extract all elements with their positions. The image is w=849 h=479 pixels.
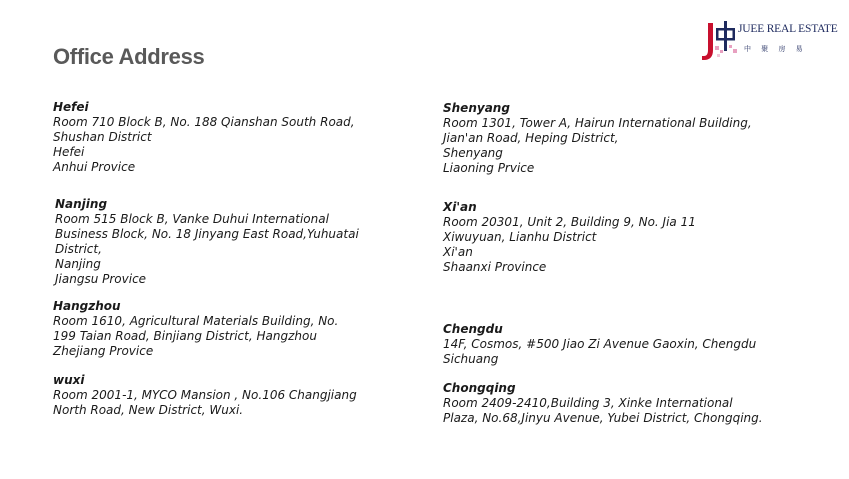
office-city: wuxi: [53, 373, 85, 387]
office-wuxi: [53, 373, 357, 418]
address-line: Jian'an Road, Heping District,: [443, 131, 619, 145]
address-line: Sichuang: [443, 352, 499, 366]
office-city: Shenyang: [443, 101, 510, 115]
page-title: Office Address: [53, 44, 205, 69]
brand-name: JUEE REAL ESTATE: [738, 23, 838, 35]
address-line: North Road, New District, Wuxi.: [53, 403, 244, 417]
office-shenyang: [443, 101, 752, 176]
office-hefei: [53, 100, 355, 175]
office-nanjing: [55, 197, 359, 287]
address-line: Shaanxi Province: [443, 260, 547, 274]
address-line: District,: [55, 242, 102, 256]
address-line: Room 515 Block B, Vanke Duhui International: [55, 212, 329, 226]
office-hangzhou: [53, 299, 338, 359]
office-city: Nanjing: [55, 197, 108, 211]
address-line: Business Block, No. 18 Jinyang East Road,Yuhuatai: [55, 227, 359, 241]
address-line: Nanjing: [55, 257, 101, 271]
address-line: Room 20301, Unit 2, Building 9, No. Jia 11: [443, 215, 696, 229]
address-line: Anhui Provice: [53, 160, 136, 174]
address-line: Room 710 Block B, No. 188 Qianshan South Road,: [53, 115, 355, 129]
office-chengdu: [443, 322, 756, 367]
address-line: 199 Taian Road, Binjiang District, Hangzhou: [53, 329, 317, 343]
office-city: Xi'an: [443, 200, 477, 214]
address-line: Room 1610, Agricultural Materials Building, No.: [53, 314, 339, 328]
address-line: Jiangsu Provice: [55, 272, 147, 286]
brand-name-cn: 中 聚 房 易: [744, 45, 807, 53]
address-line: Shenyang: [443, 146, 503, 160]
office-city: Chengdu: [443, 322, 503, 336]
address-line: Zhejiang Provice: [53, 344, 154, 358]
address-line: Shushan District: [53, 130, 152, 144]
address-line: Room 2409-2410,Building 3, Xinke International: [443, 396, 733, 410]
address-line: Hefei: [53, 145, 85, 159]
address-line: Xi'an: [443, 245, 473, 259]
address-line: Room 1301, Tower A, Hairun International Building,: [443, 116, 752, 130]
office-city: Hangzhou: [53, 299, 121, 313]
address-line: Room 2001-1, MYCO Mansion , No.106 Changjiang: [53, 388, 357, 402]
address-line: Xiwuyuan, Lianhu District: [443, 230, 597, 244]
office-xian: [443, 200, 696, 275]
juee-logo-icon: [700, 20, 740, 62]
office-city: Chongqing: [443, 381, 516, 395]
address-line: 14F, Cosmos, #500 Jiao Zi Avenue Gaoxin, Chengdu: [443, 337, 757, 351]
office-chongqing: [443, 381, 763, 426]
office-city: Hefei: [53, 100, 89, 114]
address-line: Liaoning Prvice: [443, 161, 535, 175]
address-line: Plaza, No.68,Jinyu Avenue, Yubei District, Chongqing.: [443, 411, 763, 425]
brand-logo: [700, 20, 838, 64]
